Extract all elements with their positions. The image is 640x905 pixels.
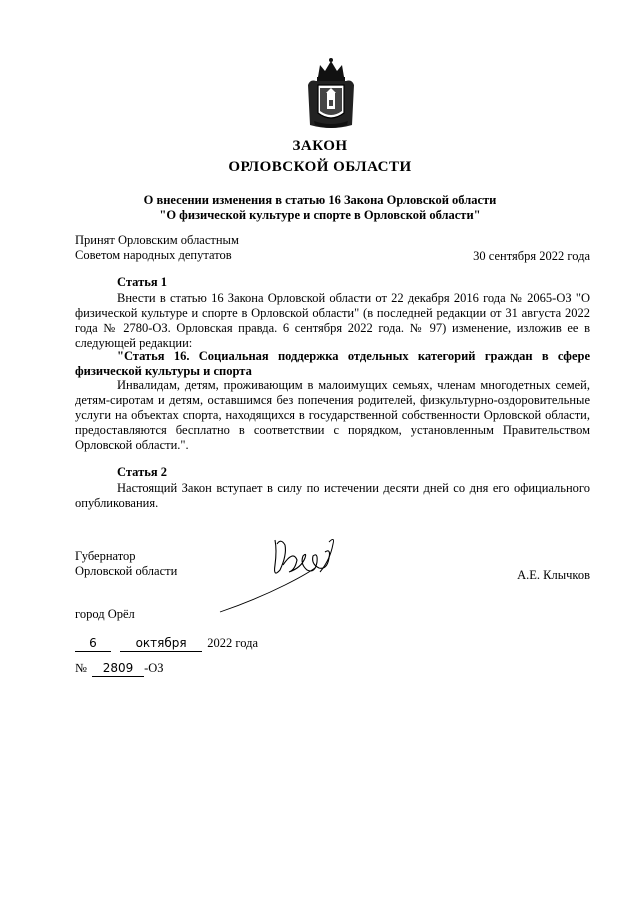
- article1-quote-body: Инвалидам, детям, проживающим в малоимущих семьях, членам многодетных семей, детям-сиротам и детям, оставшимся без попечения родителей, физкультурно-оздоровительные услуги на объектах спорта, находящихся в государственной собственности Орловской области, предоставляются бесплатно в соответствии с порядком, установленным Правительством Орловской области.".: [75, 378, 590, 452]
- law-subtitle-line1: О внесении изменения в статью 16 Закона Орловской области: [143, 193, 497, 207]
- signing-date: [75, 636, 258, 652]
- signatory-position-line1: Губернатор: [75, 549, 136, 563]
- article1-heading: Статья 1: [117, 275, 167, 289]
- adopted-by-line1: Принят Орловским областным: [75, 233, 239, 247]
- city-name: город Орёл: [75, 607, 135, 621]
- article2-heading: Статья 2: [117, 465, 167, 479]
- adopted-by-line2: Советом народных депутатов: [75, 248, 232, 262]
- adoption-date: 30 сентября 2022 года: [473, 249, 590, 263]
- date-month: октября: [135, 636, 187, 650]
- signatory-name: А.Е. Клычков: [517, 568, 590, 582]
- law-title: ЗАКОН: [292, 138, 348, 154]
- article2-body: Настоящий Закон вступает в силу по истечении десяти дней со дня его официального опубликования.: [75, 481, 590, 510]
- law-number: [75, 661, 164, 677]
- law-subtitle-line2: "О физической культуре и спорте в Орловской области": [159, 208, 481, 222]
- date-day: 6: [89, 636, 97, 650]
- number-value: 2809: [102, 661, 134, 675]
- number-prefix: №: [75, 661, 87, 675]
- coat-of-arms-emblem: [300, 55, 362, 133]
- number-suffix: -ОЗ: [144, 661, 164, 675]
- region-title: ОРЛОВСКОЙ ОБЛАСТИ: [228, 159, 412, 175]
- handwritten-signature: [215, 530, 355, 615]
- article1-body: Внести в статью 16 Закона Орловской области от 22 декабря 2016 года № 2065-ОЗ "О физической культуре и спорте в Орловской области" (в последней редакции от 31 августа 2022 года № 2780-ОЗ. Орловская правда. 6 сентября 2022 года. № 97) изменение, изложив ее в следующей редакции:: [75, 291, 590, 350]
- article1-quote-heading: "Статья 16. Социальная поддержка отдельных категорий граждан в сфере физической культуры и спорта: [75, 349, 590, 378]
- signatory-position-line2: Орловской области: [75, 564, 178, 578]
- date-year: 2022 года: [207, 636, 258, 650]
